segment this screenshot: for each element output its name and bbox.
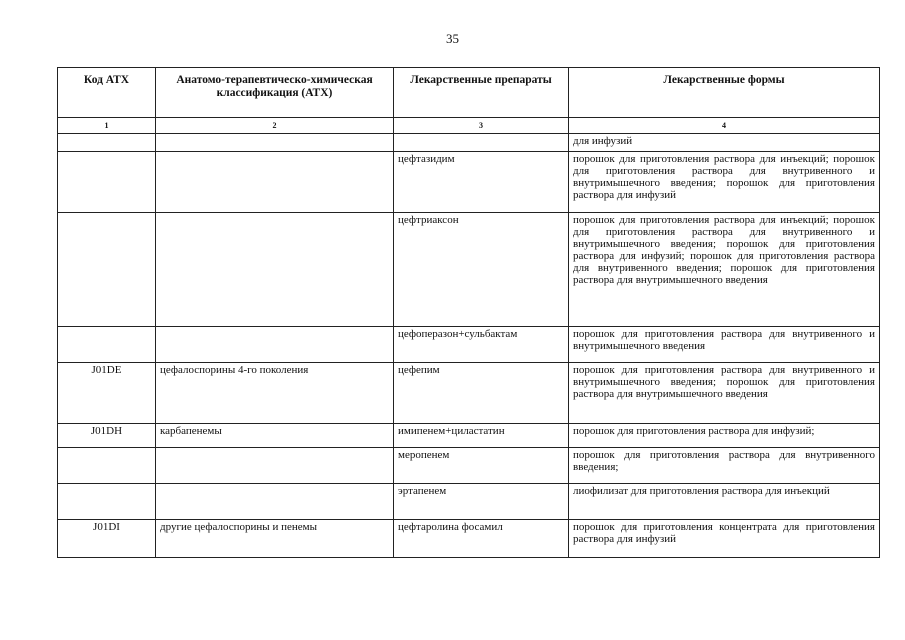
column-number: 2 (156, 118, 394, 134)
atx-code-cell (58, 152, 156, 213)
atx-code-cell (58, 448, 156, 484)
table-row (58, 363, 880, 424)
dosage-forms-cell: порошок для приготовления раствора для инъекций; порошок для приготовления раствора для внутривенного и внутримышечного введения; порошок для приготовления раствора для инфузий (569, 152, 880, 213)
classification-cell: цефалоспорины 4-го поколения (156, 363, 394, 424)
dosage-forms-cell: порошок для приготовления раствора для внутривенного и внутримышечного введения; порошок для приготовления раствора для внутримышечного введения (569, 363, 880, 424)
header-drugs: Лекарственные препараты (394, 68, 569, 118)
table-row (58, 213, 880, 327)
drug-cell: меропенем (394, 448, 569, 484)
atx-code-cell: J01DI (58, 520, 156, 558)
dosage-forms-cell: для инфузий (569, 134, 880, 152)
drug-cell: цефтриаксон (394, 213, 569, 327)
atx-code-cell (58, 327, 156, 363)
column-number: 3 (394, 118, 569, 134)
header-atx-code: Код АТХ (58, 68, 156, 118)
classification-cell (156, 213, 394, 327)
page-number: 35 (446, 31, 459, 46)
classification-cell (156, 134, 394, 152)
drug-cell: эртапенем (394, 484, 569, 520)
atx-code-cell: J01DE (58, 363, 156, 424)
dosage-forms-cell: порошок для приготовления раствора для внутривенного и внутримышечного введения (569, 327, 880, 363)
table-row (58, 484, 880, 520)
drug-cell: цефепим (394, 363, 569, 424)
table-row (58, 327, 880, 363)
classification-cell: карбапенемы (156, 424, 394, 448)
classification-cell (156, 484, 394, 520)
header-atx-classification: Анатомо-терапевтическо-химическая классификация (АТХ) (156, 68, 394, 118)
table-row (58, 134, 880, 152)
dosage-forms-cell: лиофилизат для приготовления раствора для инъекций (569, 484, 880, 520)
column-number: 1 (58, 118, 156, 134)
column-number: 4 (569, 118, 880, 134)
drug-cell: цефоперазон+сульбактам (394, 327, 569, 363)
dosage-forms-cell: порошок для приготовления раствора для инъекций; порошок для приготовления раствора для внутривенного и внутримышечного введения; порошок для приготовления раствора для инфузий; порошок для приготовления раствора для внутривенного введения; порошок для приготовления раствора для внутримышечного введения (569, 213, 880, 327)
table-row (58, 424, 880, 448)
header-dosage-forms: Лекарственные формы (569, 68, 880, 118)
header-row (58, 68, 880, 118)
column-number-row (58, 118, 880, 134)
drug-cell: цефтазидим (394, 152, 569, 213)
table-row (58, 520, 880, 558)
classification-cell (156, 152, 394, 213)
table-row (58, 448, 880, 484)
dosage-forms-cell: порошок для приготовления раствора для внутривенного введения; (569, 448, 880, 484)
classification-cell (156, 448, 394, 484)
drug-cell: имипенем+циластатин (394, 424, 569, 448)
atx-code-cell: J01DH (58, 424, 156, 448)
dosage-forms-cell: порошок для приготовления раствора для инфузий; (569, 424, 880, 448)
atx-code-cell (58, 134, 156, 152)
dosage-forms-cell: порошок для приготовления концентрата для приготовления раствора для инфузий (569, 520, 880, 558)
atx-code-cell (58, 213, 156, 327)
classification-cell (156, 327, 394, 363)
atx-code-cell (58, 484, 156, 520)
table-row (58, 152, 880, 213)
drug-cell: цефтаролина фосамил (394, 520, 569, 558)
atx-table (57, 67, 880, 558)
drug-cell (394, 134, 569, 152)
classification-cell: другие цефалоспорины и пенемы (156, 520, 394, 558)
